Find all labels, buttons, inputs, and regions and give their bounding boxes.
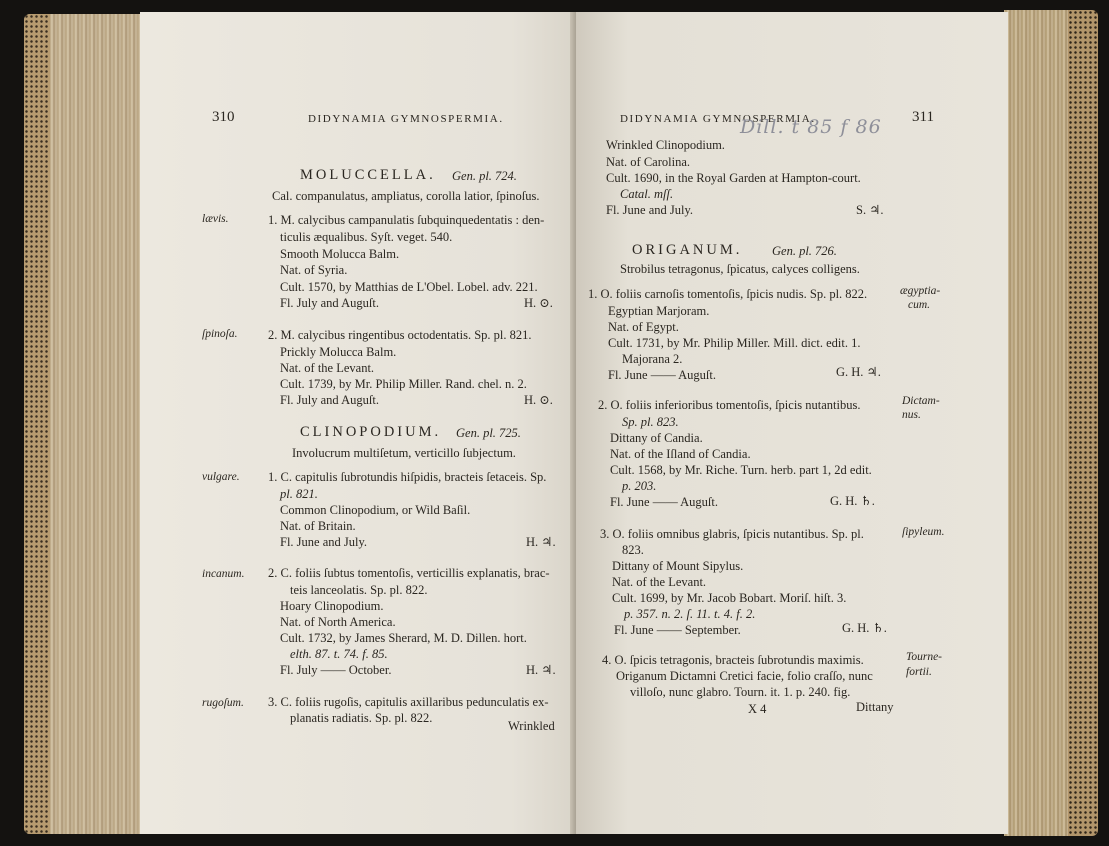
margin-epithet: cum. (908, 299, 931, 311)
entry-line: ticulis æqualibus. Syſt. veget. 540. (280, 230, 453, 244)
margin-epithet: ægyptia- (900, 285, 941, 297)
entry-line: Catal. mſſ. (620, 187, 674, 201)
margin-epithet: rugoſum. (202, 697, 244, 709)
entry-line: Origanum Dictamni Cretici facie, folio craſſo, nunc (616, 669, 873, 683)
entry-line: Cult. 1690, in the Royal Garden at Hampton-court. (606, 171, 861, 185)
left-cover-speckle (24, 14, 50, 834)
entry-line: Cult. 1731, by Mr. Philip Miller. Mill. dict. edit. 1. (608, 336, 861, 350)
entry-line: Fl. June and July. (280, 535, 368, 549)
running-head: DIDYNAMIA GYMNOSPERMIA. (620, 113, 816, 125)
entry-line: elth. 87. t. 74. f. 85. (290, 647, 388, 661)
entry-line: Cult. 1568, by Mr. Riche. Turn. herb. part 1, 2d edit. (610, 463, 872, 477)
right-page (576, 12, 1008, 834)
entry-line: 1. C. capitulis ſubrotundis hiſpidis, bracteis ſetaceis. Sp. (268, 470, 547, 484)
entry-line: 2. C. foliis ſubtus tomentoſis, verticillis explanatis, brac- (268, 566, 550, 580)
entry-line: 3. C. foliis rugoſis, capitulis axillaribus pedunculatis ex- (268, 695, 549, 709)
genus-reference: Gen. pl. 726. (772, 244, 837, 258)
right-cover-speckle (1068, 10, 1098, 836)
genus-reference: Gen. pl. 725. (456, 426, 521, 440)
entry-line: Nat. of Syria. (280, 263, 348, 277)
entry-line: Egyptian Marjoram. (608, 304, 710, 318)
entry-line: Majorana 2. (622, 352, 683, 366)
running-head: DIDYNAMIA GYMNOSPERMIA. (308, 113, 504, 125)
entry-line: Dittany of Mount Sipylus. (612, 559, 744, 573)
genus-description: Strobilus tetragonus, ſpicatus, calyces colligens. (620, 262, 860, 276)
entry-line: Sp. pl. 823. (622, 415, 679, 429)
entry-line: Cult. 1570, by Matthias de L'Obel. Lobel. adv. 221. (280, 280, 538, 294)
entry-line: Cult. 1732, by James Sherard, M. D. Dillen. hort. (280, 631, 527, 645)
entry-line: pl. 821. (280, 487, 318, 501)
entry-line: Fl. July and Auguſt. (280, 393, 379, 407)
margin-epithet: Tourne- (906, 651, 942, 663)
duration-mark: H. ⊙. (524, 393, 553, 407)
entry-line: Fl. July and Auguſt. (280, 296, 379, 310)
genus-name: MOLUCCELLA. (300, 167, 436, 183)
duration-mark: G. H. ♄. (842, 621, 887, 635)
entry-line: Wrinkled Clinopodium. (606, 138, 725, 152)
margin-epithet: incanum. (202, 568, 245, 580)
entry-line: Nat. of Carolina. (606, 155, 691, 169)
entry-line: Fl. July —— October. (280, 663, 392, 677)
entry-line: Smooth Molucca Balm. (280, 247, 400, 261)
page-number: 311 (912, 109, 934, 125)
entry-line: Fl. June —— Auguſt. (610, 495, 718, 509)
margin-epithet: ſipyleum. (902, 526, 945, 538)
duration-mark: H. ♃. (526, 535, 556, 549)
entry-line: 2. M. calycibus ringentibus octodentatis. Sp. pl. 821. (268, 328, 532, 342)
duration-mark: H. ♃. (526, 663, 556, 677)
entry-line: 2. O. foliis inferioribus tomentoſis, ſpicis nutantibus. (598, 398, 861, 412)
entry-line: Nat. of Egypt. (608, 320, 679, 334)
entry-line: Nat. of North America. (280, 615, 396, 629)
entry-line: Dittany of Candia. (610, 431, 703, 445)
catchword: Dittany (856, 700, 894, 714)
entry-line: Prickly Molucca Balm. (280, 345, 397, 359)
entry-line: planatis radiatis. Sp. pl. 822. (290, 711, 433, 725)
entry-line: Cult. 1739, by Mr. Philip Miller. Rand. chel. n. 2. (280, 377, 527, 391)
entry-line: 823. (622, 543, 644, 557)
margin-epithet: Dictam- (902, 395, 940, 407)
entry-line: p. 357. n. 2. ſ. 11. t. 4. f. 2. (624, 607, 756, 621)
genus-name: CLINOPODIUM. (300, 424, 442, 440)
page-number: 310 (212, 109, 235, 125)
entry-line: Fl. June and July. (606, 203, 694, 217)
entry-line: Nat. of the Levant. (280, 361, 375, 375)
genus-description: Involucrum multiſetum, verticillo ſubjectum. (292, 446, 516, 460)
margin-epithet: lævis. (202, 213, 229, 225)
entry-line: 1. M. calycibus campanulatis ſubquinquedentatis : den- (268, 213, 545, 227)
pencil-annotation: Dill. t 85 f 86 (740, 116, 882, 138)
entry-line: 1. O. foliis carnoſis tomentoſis, ſpicis nudis. Sp. pl. 822. (588, 287, 868, 301)
catchword: Wrinkled (508, 719, 555, 733)
genus-name: ORIGANUM. (632, 242, 743, 258)
margin-epithet: ſpinoſa. (202, 328, 238, 340)
margin-epithet: vulgare. (202, 471, 240, 483)
signature-mark: X 4 (748, 702, 767, 716)
margin-epithet: nus. (902, 409, 921, 421)
entry-line: Common Clinopodium, or Wild Baſil. (280, 503, 471, 517)
margin-epithet: fortii. (906, 666, 932, 678)
entry-line: 4. O. ſpicis tetragonis, bracteis ſubrotundis maximis. (602, 653, 864, 667)
entry-line: Nat. of the Levant. (612, 575, 707, 589)
entry-line: Nat. of Britain. (280, 519, 356, 533)
duration-mark: G. H. ♃. (836, 365, 881, 379)
genus-description: Cal. companulatus, ampliatus, corolla latior, ſpinoſus. (272, 189, 540, 203)
entry-line: Cult. 1699, by Mr. Jacob Bobart. Moriſ. hiſt. 3. (612, 591, 847, 605)
duration-mark: S. ♃. (856, 203, 884, 217)
entry-line: villoſo, nunc glabro. Tourn. it. 1. p. 240. fig. (630, 685, 851, 699)
entry-line: Nat. of the Iſland of Candia. (610, 447, 751, 461)
entry-line: Fl. June —— September. (614, 623, 741, 637)
entry-line: 3. O. foliis omnibus glabris, ſpicis nutantibus. Sp. pl. (600, 527, 864, 541)
genus-reference: Gen. pl. 724. (452, 169, 517, 183)
entry-line: teis lanceolatis. Sp. pl. 822. (290, 583, 428, 597)
entry-line: Hoary Clinopodium. (280, 599, 384, 613)
left-page (140, 12, 576, 834)
duration-mark: G. H. ♄. (830, 494, 875, 508)
entry-line: p. 203. (622, 479, 657, 493)
entry-line: Fl. June —— Auguſt. (608, 368, 716, 382)
duration-mark: H. ⊙. (524, 296, 553, 310)
